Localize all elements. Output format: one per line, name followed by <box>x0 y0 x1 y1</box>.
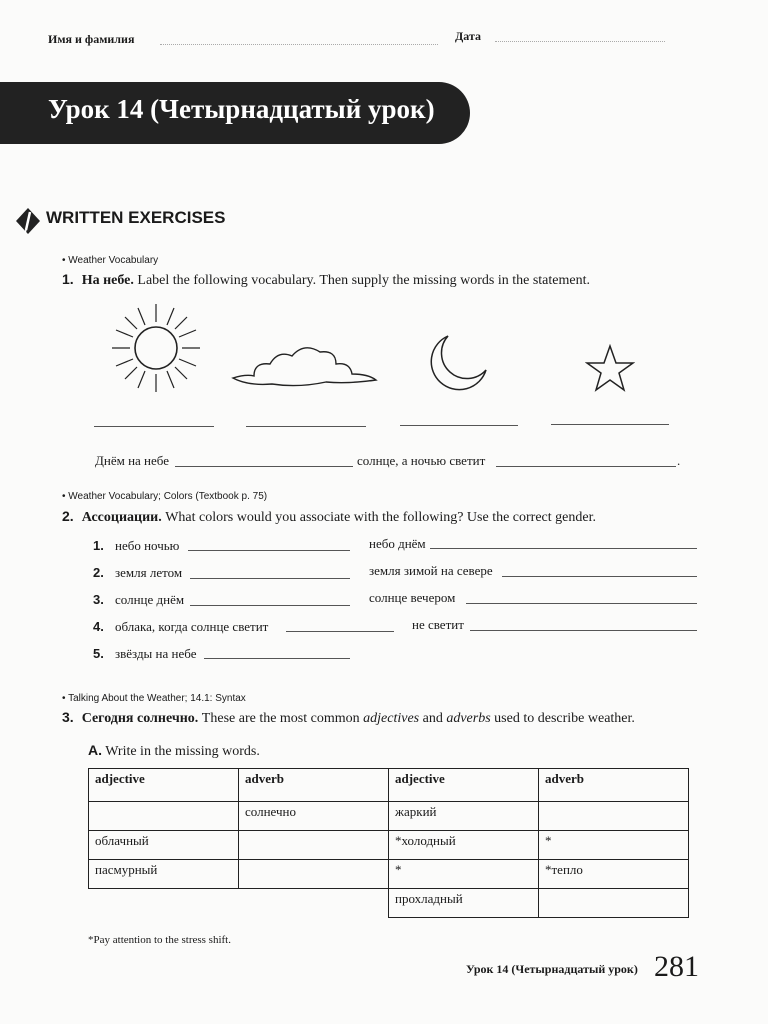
ex2-row3-left-blank[interactable] <box>190 605 350 606</box>
table-cell[interactable] <box>539 889 689 918</box>
table-header: adverb <box>539 769 689 802</box>
ex2-row3-num: 3. <box>93 592 104 607</box>
ex2-topic: • Weather Vocabulary; Colors (Textbook p. 75) <box>62 491 268 502</box>
statement-end: . <box>677 453 681 468</box>
ex3-text-a: These are the most common <box>201 711 360 726</box>
ex1-number: 1. <box>62 271 74 287</box>
table-cell <box>239 889 389 918</box>
page-number: 281 <box>654 950 699 983</box>
table-cell[interactable] <box>539 802 689 831</box>
ex3-topic: • Talking About the Weather; 14.1: Syntax <box>62 693 246 704</box>
table-cell[interactable] <box>239 831 389 860</box>
table-cell <box>89 889 239 918</box>
ex2-row5-left: звёзды на небе <box>115 646 197 661</box>
table-cell[interactable]: * <box>539 831 689 860</box>
ex2-row5-left-blank[interactable] <box>204 658 350 659</box>
table-cell[interactable] <box>89 802 239 831</box>
ex2-text: What colors would you associate with the following? Use the correct gender. <box>165 510 596 525</box>
ex3-text-b: used to describe weather. <box>494 711 635 726</box>
ex2-row2-right: земля зимой на севере <box>369 563 493 578</box>
section-title: WRITTEN EXERCISES <box>46 208 226 227</box>
ex3-part-a-text: Write in the missing words. <box>105 744 260 759</box>
ex2-row4-right-blank[interactable] <box>470 630 697 631</box>
ex2-row2-right-blank[interactable] <box>502 576 697 577</box>
cloud-label-line[interactable] <box>246 426 366 427</box>
ex2-row3-right-blank[interactable] <box>466 603 697 604</box>
name-line[interactable] <box>160 44 438 45</box>
lesson-title: Урок 14 (Четырнадцатый урок) <box>48 94 435 124</box>
ex1-topic: • Weather Vocabulary <box>62 255 159 266</box>
ex1-instruction <box>62 271 590 289</box>
date-line[interactable] <box>495 41 665 42</box>
statement-part1: Днём на небе <box>95 453 169 468</box>
ex1-text: Label the following vocabulary. Then supply the missing words in the statement. <box>137 273 590 288</box>
ex3-text-adj: adjectives <box>363 711 420 726</box>
ex3-number: 3. <box>62 709 74 725</box>
statement-part2: солнце, а ночью светит <box>357 453 486 468</box>
table-cell: прохладный <box>389 889 539 918</box>
table-cell: жаркий <box>389 802 539 831</box>
ex2-row2-left: земля летом <box>115 565 183 580</box>
adjective-adverb-table <box>88 768 689 918</box>
moon-label-line[interactable] <box>400 425 518 426</box>
ex2-title: Ассоциации. <box>81 510 162 525</box>
table-cell: пасмурный <box>89 860 239 889</box>
footnote: *Pay attention to the stress shift. <box>88 934 231 946</box>
table-cell: *тепло <box>539 860 689 889</box>
ex2-row1-left: небо ночью <box>115 538 180 553</box>
ex3-text-and: and <box>422 711 443 726</box>
star-label-line[interactable] <box>551 424 669 425</box>
star-icon <box>585 344 635 392</box>
name-label: Имя и фамилия <box>48 32 135 46</box>
table-header: adjective <box>389 769 539 802</box>
ex2-row3-right: солнце вечером <box>369 590 456 605</box>
ex2-row1-right-blank[interactable] <box>430 548 697 549</box>
moon-icon <box>426 330 492 396</box>
ex2-row4-num: 4. <box>93 619 104 634</box>
pencil-icon <box>14 206 42 236</box>
sun-icon <box>108 300 204 396</box>
cloud-icon <box>228 338 380 394</box>
table-cell[interactable]: * <box>389 860 539 889</box>
table-cell: облачный <box>89 831 239 860</box>
date-label: Дата <box>455 29 481 43</box>
table-cell: солнечно <box>239 802 389 831</box>
ex2-number: 2. <box>62 508 74 524</box>
statement-blank-1[interactable] <box>175 466 353 467</box>
ex3-text-adv: adverbs <box>446 711 491 726</box>
running-title: Урок 14 (Четырнадцатый урок) <box>466 962 638 976</box>
ex2-row1-right: небо днём <box>369 536 426 551</box>
ex2-row2-num: 2. <box>93 565 104 580</box>
ex1-title: На небе. <box>81 273 134 288</box>
ex3-part-a <box>88 742 260 760</box>
table-cell[interactable] <box>239 860 389 889</box>
ex2-row5-num: 5. <box>93 646 104 661</box>
ex2-row1-num: 1. <box>93 538 104 553</box>
statement-blank-2[interactable] <box>496 466 676 467</box>
ex2-row1-left-blank[interactable] <box>188 550 350 551</box>
ex2-instruction <box>62 508 596 526</box>
sun-label-line[interactable] <box>94 426 214 427</box>
ex3-instruction <box>62 709 635 727</box>
table-header: adjective <box>89 769 239 802</box>
ex2-row3-left: солнце днём <box>115 592 185 607</box>
ex2-row2-left-blank[interactable] <box>190 578 350 579</box>
ex3-title: Сегодня солнечно. <box>81 711 199 726</box>
ex3-part-a-label: A. <box>88 742 102 758</box>
table-cell: *холодный <box>389 831 539 860</box>
ex2-row4-right: не светит <box>412 617 464 632</box>
ex2-row4-left: облака, когда солнце светит <box>115 619 269 634</box>
table-header: adverb <box>239 769 389 802</box>
ex2-row4-left-blank[interactable] <box>286 631 394 632</box>
